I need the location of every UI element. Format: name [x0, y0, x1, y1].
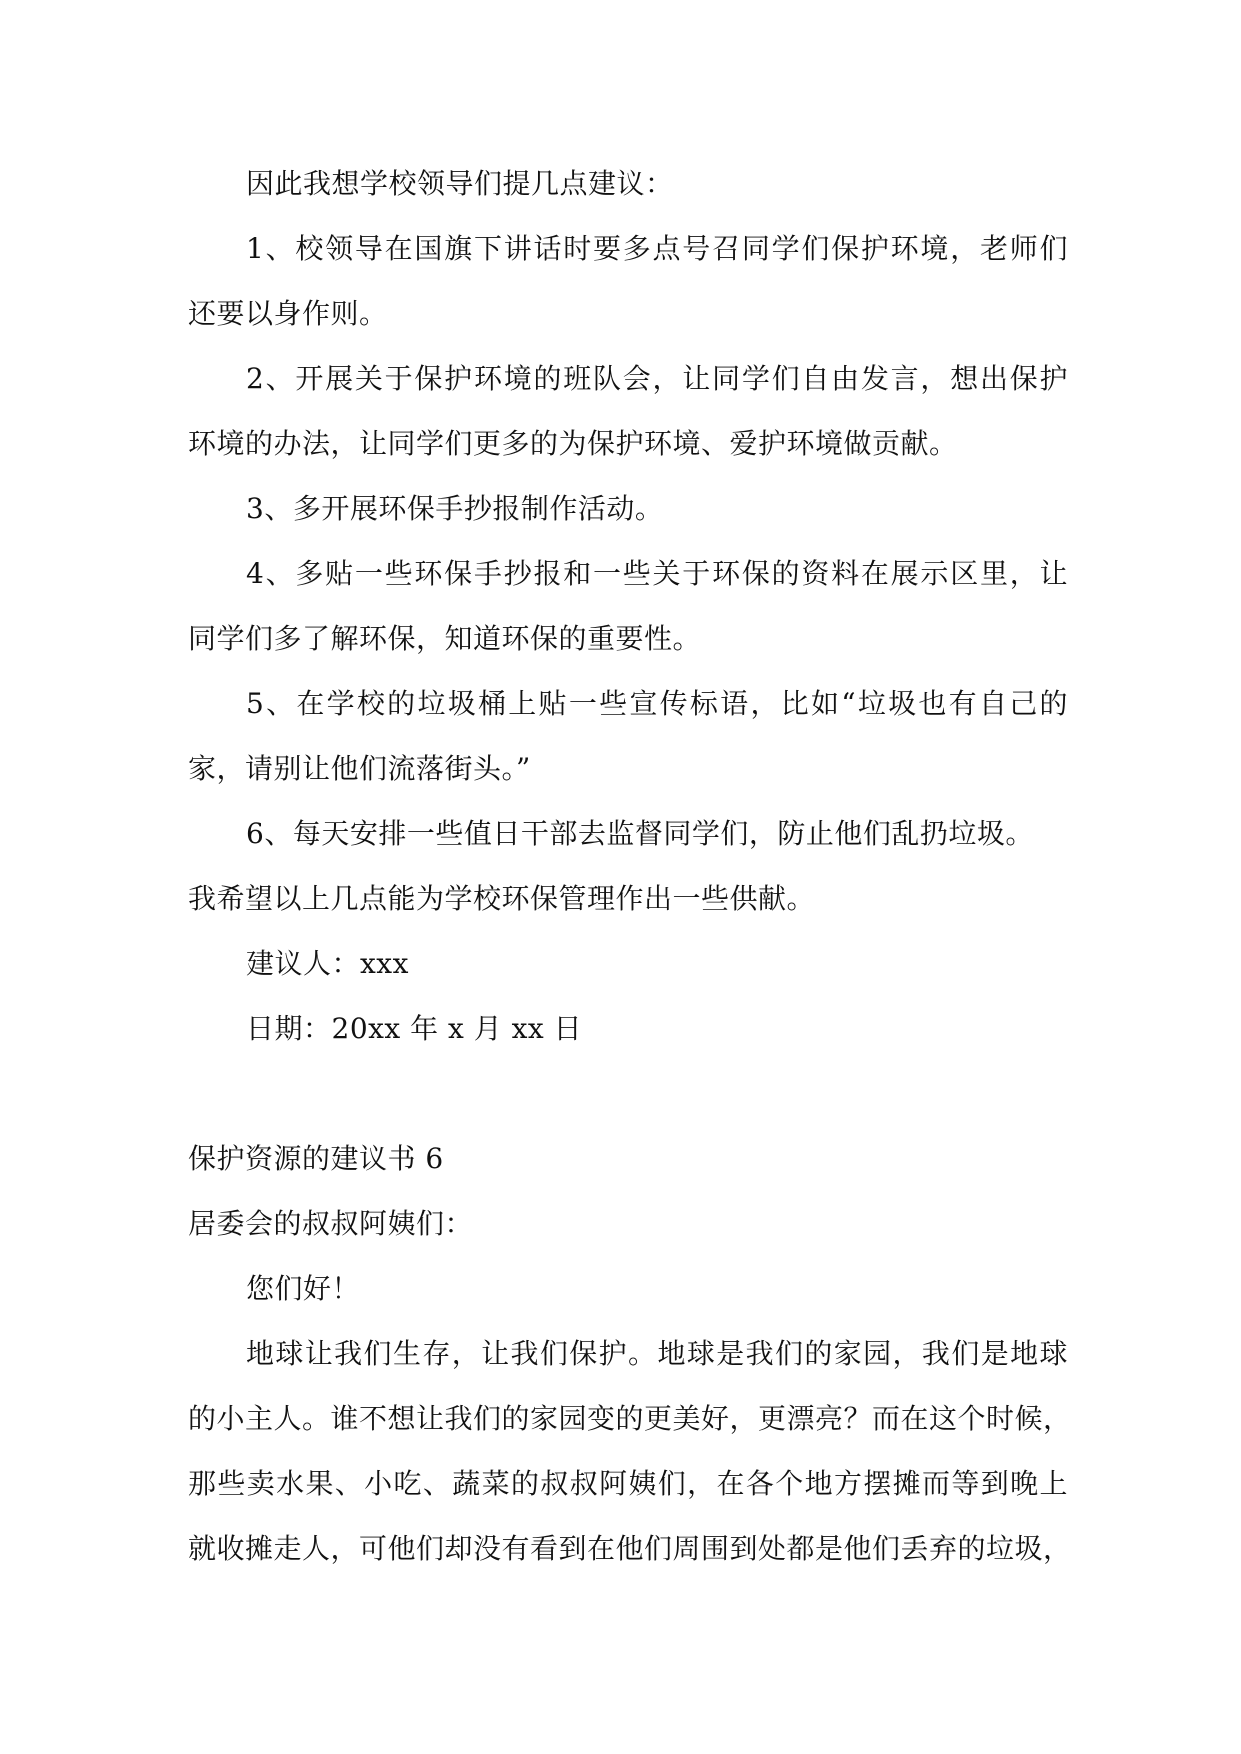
salutation: 居委会的叔叔阿姨们：	[188, 1207, 474, 1240]
suggestion-item-3: 3、多开展环保手抄报制作活动。	[246, 492, 664, 525]
greeting: 您们好！	[246, 1272, 361, 1305]
suggestion-item-4-line-2: 同学们多了解环保，知道环保的重要性。	[188, 622, 702, 655]
suggestion-item-2-line-2: 环境的办法，让同学们更多的为保护环境、爱护环境做贡献。	[188, 427, 958, 460]
date-line: 日期：20xx 年 x 月 xx 日	[246, 1012, 583, 1045]
body-paragraph-line-2: 的小主人。谁不想让我们的家园变的更美好，更漂亮？而在这个时候，	[188, 1402, 1072, 1435]
suggestion-item-5-line-1: 5、在学校的垃圾桶上贴一些宣传标语，比如“垃圾也有自己的	[246, 687, 1068, 720]
suggestion-item-1-line-1: 1、校领导在国旗下讲话时要多点号召同学们保护环境，老师们	[246, 232, 1068, 265]
suggestion-intro: 因此我想学校领导们提几点建议：	[246, 167, 674, 200]
suggestion-item-2-line-1: 2、开展关于保护环境的班队会，让同学们自由发言，想出保护	[246, 362, 1068, 395]
suggestion-item-6-line-2: 我希望以上几点能为学校环保管理作出一些供献。	[188, 882, 816, 915]
suggestion-item-5-line-2: 家，请别让他们流落街头。”	[188, 752, 531, 785]
suggestion-item-6-line-1: 6、每天安排一些值日干部去监督同学们，防止他们乱扔垃圾。	[246, 817, 1034, 850]
body-paragraph-line-1: 地球让我们生存，让我们保护。地球是我们的家园，我们是地球	[246, 1337, 1068, 1370]
body-paragraph-line-4: 就收摊走人，可他们却没有看到在他们周围到处都是他们丢弃的垃圾，	[188, 1532, 1072, 1565]
signer-line: 建议人：xxx	[246, 947, 409, 980]
suggestion-item-4-line-1: 4、多贴一些环保手抄报和一些关于环保的资料在展示区里，让	[246, 557, 1068, 590]
body-paragraph-line-3: 那些卖水果、小吃、蔬菜的叔叔阿姨们，在各个地方摆摊而等到晚上	[188, 1467, 1068, 1500]
section-title: 保护资源的建议书 6	[188, 1142, 444, 1175]
suggestion-item-1-line-2: 还要以身作则。	[188, 297, 388, 330]
